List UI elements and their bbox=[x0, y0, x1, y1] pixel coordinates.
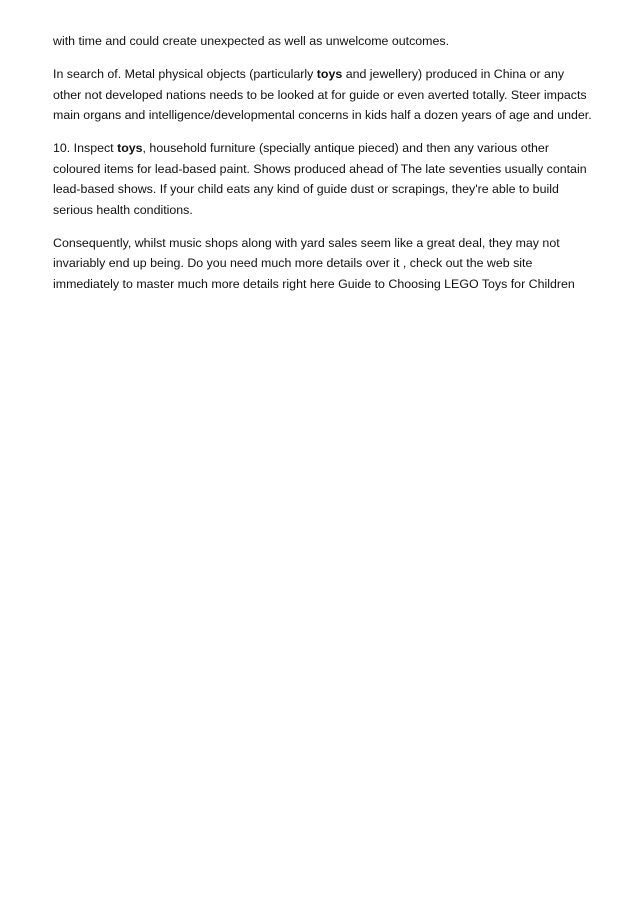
paragraph-2-keyword-toys: toys bbox=[316, 67, 343, 81]
paragraph-3-text-a: 10. Inspect bbox=[53, 141, 118, 155]
paragraph-3-text-b: , household furniture (specially antique pieced) and then any various other coloured items for lead-based paint. Shows produced ahead of The late seventies usually contain lead-based shows. If your child eats any kind of guide dust or scrapings, they're able to build serious health conditions. bbox=[53, 141, 587, 217]
paragraph-2-text-a: In search of. Metal physical objects (particularly bbox=[53, 67, 317, 81]
paragraph-3 bbox=[53, 138, 593, 220]
document-body bbox=[53, 31, 593, 307]
paragraph-4-text: Consequently, whilst music shops along with yard sales seem like a great deal, they may not invariably end up being. Do you need much more details over it , check out the web site immediately to master much more details right here Guide to Choosing LEGO Toys for Children bbox=[53, 235, 575, 291]
paragraph-3-keyword-toys: toys bbox=[117, 141, 143, 155]
paragraph-1-text: with time and could create unexpected as well as unwelcome outcomes. bbox=[53, 34, 450, 48]
paragraph-1 bbox=[53, 31, 593, 52]
paragraph-2-text-b: and jewellery) produced in China or any other not developed nations needs to be looked at for guide or even averted totally. Steer impacts main organs and intelligence/developmental concerns in kids half a dozen years of age and under. bbox=[53, 67, 592, 122]
paragraph-2 bbox=[53, 64, 593, 126]
paragraph-4 bbox=[53, 233, 593, 295]
